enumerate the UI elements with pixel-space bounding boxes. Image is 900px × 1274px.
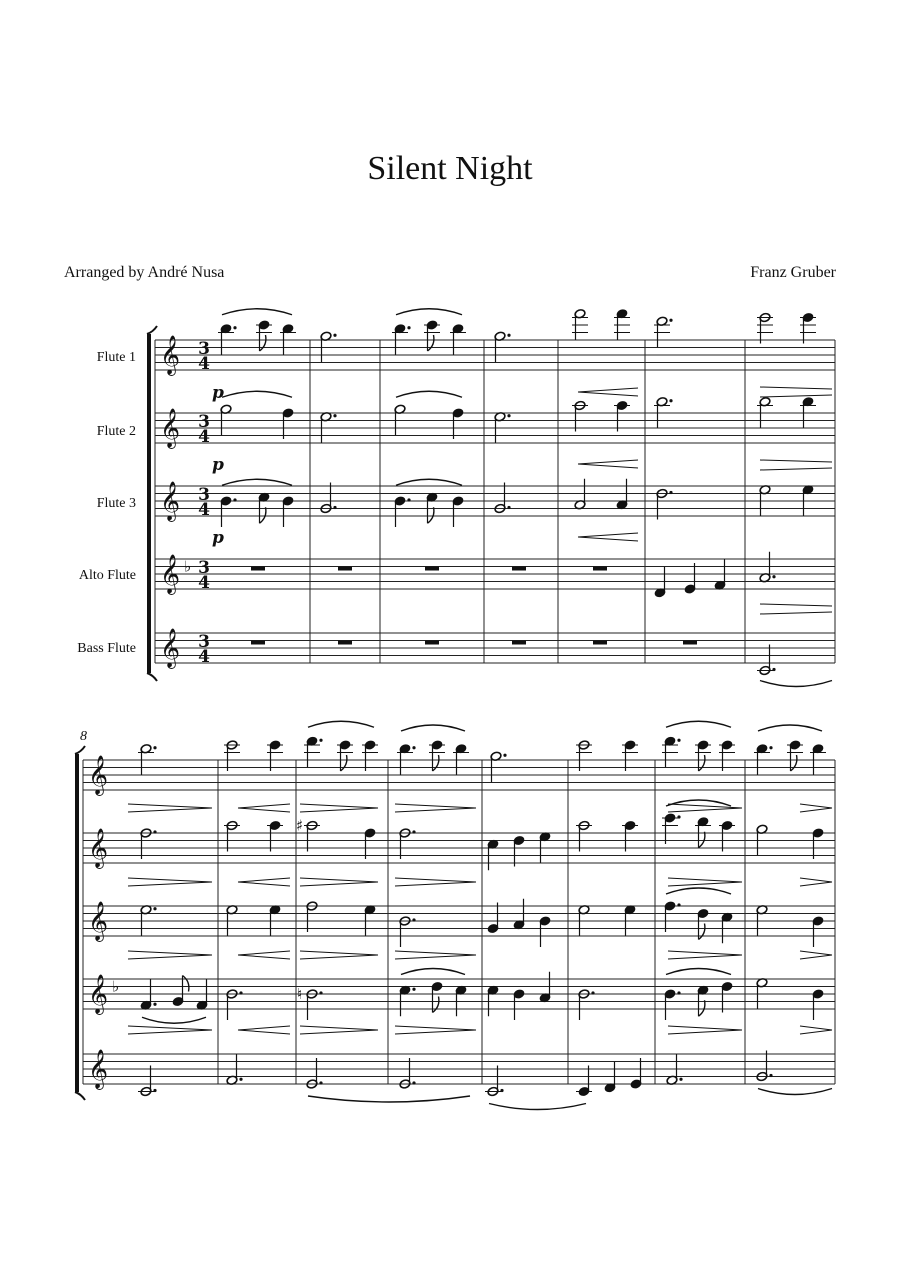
arranger-credit: Arranged by André Nusa [64,264,225,281]
note-flag [428,507,434,523]
crescendo-hairpin [578,392,638,396]
instrument-label-flute-3: Flute 3 [96,496,136,511]
decrescendo-hairpin [395,1030,476,1034]
treble-clef: 𝄞 [160,628,181,668]
whole-rest [338,641,352,645]
decrescendo-hairpin [668,808,742,812]
decrescendo-hairpin [800,808,832,812]
crescendo-hairpin [238,808,290,812]
decrescendo-hairpin [300,951,378,955]
whole-rest [593,567,607,571]
system-bracket [75,754,79,1092]
crescendo-hairpin [578,533,638,537]
slur [308,721,374,727]
augmentation-dot [677,903,680,906]
augmentation-dot [412,988,415,991]
decrescendo-hairpin [300,882,378,886]
decrescendo-hairpin [128,955,212,959]
decrescendo-hairpin [300,1026,378,1030]
treble-clef: 𝄞 [88,828,109,868]
whole-rest [683,641,697,645]
decrescendo-hairpin [128,808,212,812]
augmentation-dot [407,326,410,329]
crescendo-hairpin [578,537,638,541]
time-signature-bottom: 4 [198,573,210,593]
treble-clef: 𝄞 [160,335,181,375]
system-bracket [147,334,151,673]
note-flag [699,832,705,848]
treble-clef: 𝄞 [160,554,181,594]
treble-clef: 𝄞 [160,481,181,521]
treble-clef: 𝄞 [88,1049,109,1089]
time-signature-bottom: 4 [198,354,210,374]
augmentation-dot [233,498,236,501]
instrument-label-bass-flute: Bass Flute [77,641,136,656]
decrescendo-hairpin [395,955,476,959]
bracket-hook [75,1092,85,1100]
augmentation-dot [679,1078,682,1081]
time-signature-top: 3 [198,485,210,505]
augmentation-dot [677,991,680,994]
augmentation-dot [669,399,672,402]
decrescendo-hairpin [300,955,378,959]
slur [760,681,832,687]
key-signature-flat: ♭ [112,977,120,996]
decrescendo-hairpin [760,468,832,470]
time-signature-top: 3 [198,632,210,652]
augmentation-dot [507,334,510,337]
decrescendo-hairpin [395,804,476,808]
augmentation-dot [153,830,156,833]
decrescendo-hairpin [395,882,476,886]
crescendo-hairpin [238,804,290,808]
bracket-hook [147,326,157,334]
system-1 [147,309,835,687]
dynamic-marking: p [212,383,224,403]
augmentation-dot [769,746,772,749]
augmentation-dot [591,991,594,994]
decrescendo-hairpin [300,1030,378,1034]
whole-rest [512,641,526,645]
decrescendo-hairpin [128,878,212,882]
measure-number: 8 [80,729,87,744]
decrescendo-hairpin [760,387,832,389]
natural-accidental: ♮ [297,985,303,1003]
slur [758,1089,832,1095]
augmentation-dot [319,991,322,994]
augmentation-dot [669,491,672,494]
time-signature-bottom: 4 [198,500,210,520]
instrument-label-alto-flute: Alto Flute [78,568,136,583]
decrescendo-hairpin [395,808,476,812]
augmentation-dot [153,746,156,749]
augmentation-dot [412,746,415,749]
augmentation-dot [503,754,506,757]
sharp-accidental: ♯ [296,816,304,835]
augmentation-dot [333,334,336,337]
bracket-hook [75,746,85,754]
augmentation-dot [153,1003,156,1006]
whole-rest [425,567,439,571]
decrescendo-hairpin [668,951,742,955]
note-flag [260,507,266,523]
augmentation-dot [412,1081,415,1084]
decrescendo-hairpin [395,1026,476,1030]
slur [222,391,292,397]
decrescendo-hairpin [668,955,742,959]
note-flag [260,335,266,351]
decrescendo-hairpin [800,955,832,959]
slur [666,800,731,806]
crescendo-hairpin [578,464,638,468]
decrescendo-hairpin [800,878,832,882]
slur [308,1096,470,1102]
augmentation-dot [153,907,156,910]
decrescendo-hairpin [760,612,832,614]
slur [222,479,292,485]
decrescendo-hairpin [128,882,212,886]
slur [401,725,465,731]
treble-clef: 𝄞 [160,408,181,448]
augmentation-dot [507,506,510,509]
crescendo-hairpin [238,955,290,959]
decrescendo-hairpin [800,804,832,808]
augmentation-dot [407,498,410,501]
slur [396,479,462,485]
augmentation-dot [412,830,415,833]
whole-rest [512,567,526,571]
time-signature-bottom: 4 [198,647,210,667]
slur [758,725,822,731]
augmentation-dot [333,506,336,509]
time-signature-top: 3 [198,412,210,432]
augmentation-dot [507,414,510,417]
treble-clef: 𝄞 [88,974,109,1014]
augmentation-dot [412,918,415,921]
note-flag [791,755,797,771]
whole-rest [251,641,265,645]
decrescendo-hairpin [300,808,378,812]
decrescendo-hairpin [800,1030,832,1034]
slur [489,1104,586,1110]
augmentation-dot [772,575,775,578]
treble-clef: 𝄞 [88,901,109,941]
decrescendo-hairpin [395,951,476,955]
augmentation-dot [233,326,236,329]
augmentation-dot [333,414,336,417]
decrescendo-hairpin [300,804,378,808]
decrescendo-hairpin [668,1030,742,1034]
instrument-label-flute-1: Flute 1 [96,350,136,365]
decrescendo-hairpin [395,878,476,882]
note-flag [699,1000,705,1016]
slur [142,1017,206,1023]
decrescendo-hairpin [668,1026,742,1030]
note-flag [183,976,189,992]
decrescendo-hairpin [760,460,832,462]
crescendo-hairpin [238,882,290,886]
time-signature-bottom: 4 [198,427,210,447]
decrescendo-hairpin [668,878,742,882]
score-title: Silent Night [367,150,533,187]
treble-clef: 𝄞 [88,755,109,795]
system-2 [75,721,835,1109]
decrescendo-hairpin [128,804,212,808]
instrument-label-flute-2: Flute 2 [96,424,136,439]
augmentation-dot [319,739,322,742]
note-flag [428,335,434,351]
crescendo-hairpin [238,878,290,882]
decrescendo-hairpin [128,1026,212,1030]
augmentation-dot [239,1078,242,1081]
decrescendo-hairpin [128,951,212,955]
whole-rest [425,641,439,645]
note-flag [341,755,347,771]
whole-rest [593,641,607,645]
composer-credit: Franz Gruber [750,264,836,281]
note-flag [433,755,439,771]
note-flag [433,997,439,1013]
slur [666,888,731,894]
decrescendo-hairpin [760,604,832,606]
dynamic-marking: p [212,528,224,548]
slur [666,721,731,727]
crescendo-hairpin [238,1026,290,1030]
whole-rest [251,567,265,571]
decrescendo-hairpin [760,395,832,397]
decrescendo-hairpin [668,882,742,886]
time-signature-top: 3 [198,339,210,359]
augmentation-dot [669,319,672,322]
slur [222,309,292,315]
note-flag [699,755,705,771]
crescendo-hairpin [578,460,638,464]
time-signature-top: 3 [198,558,210,578]
decrescendo-hairpin [300,878,378,882]
decrescendo-hairpin [800,951,832,955]
crescendo-hairpin [238,951,290,955]
augmentation-dot [319,1081,322,1084]
key-signature-flat: ♭ [184,557,192,576]
slur [401,969,465,975]
dynamic-marking: p [212,455,224,475]
decrescendo-hairpin [128,1030,212,1034]
note-flag [699,924,705,940]
augmentation-dot [677,739,680,742]
augmentation-dot [239,991,242,994]
whole-rest [338,567,352,571]
slur [396,391,462,397]
slur [396,309,462,315]
slur [666,969,731,975]
augmentation-dot [769,1074,772,1077]
crescendo-hairpin [578,388,638,392]
bracket-hook [147,673,157,681]
crescendo-hairpin [238,1030,290,1034]
decrescendo-hairpin [800,882,832,886]
decrescendo-hairpin [800,1026,832,1030]
